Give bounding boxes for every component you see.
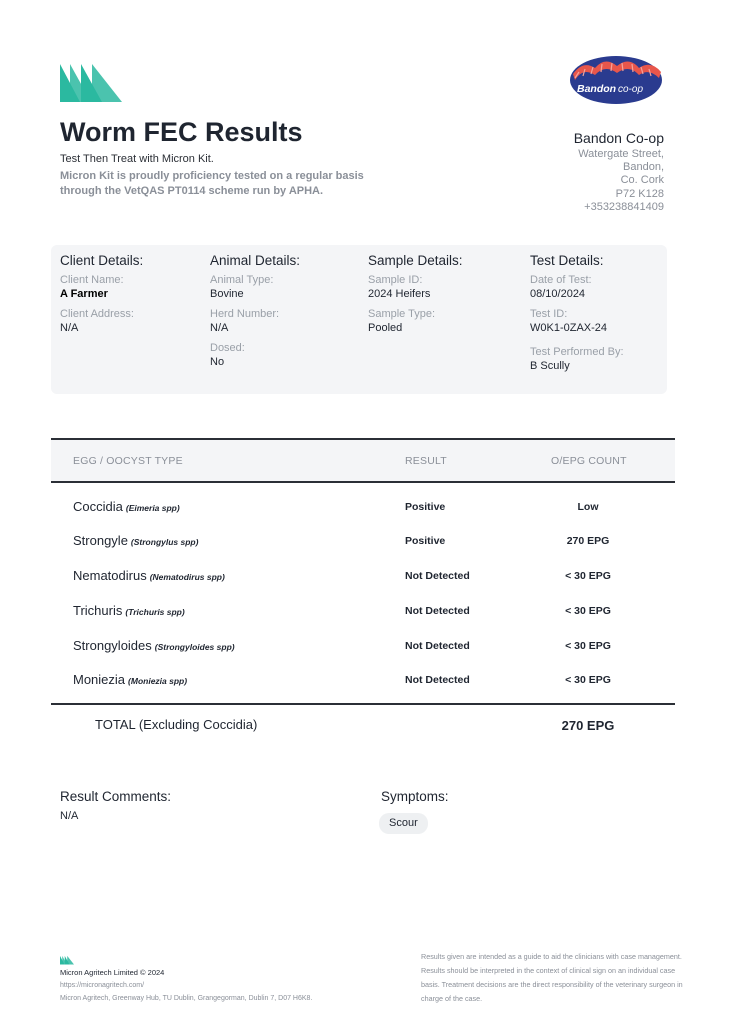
- result-comments-heading: Result Comments:: [60, 789, 172, 804]
- coop-address-line: Co. Cork: [620, 174, 664, 187]
- client-details-heading: Client Details:: [60, 253, 144, 268]
- column-header-result: RESULT: [405, 455, 447, 467]
- column-header-type: EGG / OOCYST TYPE: [73, 455, 183, 467]
- coop-badge-sub: co-op: [618, 84, 644, 95]
- parasite-scientific-name: (Moniezia spp): [128, 676, 188, 686]
- result-value: Not Detected: [405, 640, 470, 652]
- test-date: 08/10/2024: [530, 288, 586, 300]
- sample-id: 2024 Heifers: [368, 288, 431, 300]
- sample-type-label: Sample Type:: [368, 308, 436, 320]
- parasite-scientific-name: (Eimeria spp): [125, 503, 180, 513]
- herd-number: N/A: [210, 322, 229, 334]
- test-date-label: Date of Test:: [530, 274, 592, 286]
- epg-count: Low: [577, 501, 599, 513]
- coop-badge-text: Bandon: [577, 83, 617, 95]
- test-performer: B Scully: [530, 360, 570, 372]
- sample-details: [368, 253, 463, 342]
- footer-url[interactable]: https://micronagritech.com/: [60, 982, 145, 989]
- client-name-label: Client Name:: [60, 274, 124, 286]
- herd-number-label: Herd Number:: [210, 308, 280, 320]
- animal-details-heading: Animal Details:: [210, 253, 301, 268]
- table-row: [51, 564, 675, 588]
- coop-name: Bandon Co-op: [573, 130, 664, 146]
- parasite-scientific-name: (Strongyloides spp): [154, 642, 235, 652]
- page-subtitle: Test Then Treat with Micron Kit.: [60, 153, 214, 165]
- client-address-label: Client Address:: [60, 308, 134, 320]
- result-value: Positive: [405, 501, 446, 513]
- test-details-heading: Test Details:: [530, 253, 604, 268]
- total-value: 270 EPG: [561, 718, 615, 733]
- test-id-label: Test ID:: [530, 308, 568, 320]
- epg-count: < 30 EPG: [565, 640, 611, 652]
- sample-details-heading: Sample Details:: [368, 253, 463, 268]
- coop-address-line: Bandon,: [623, 161, 664, 174]
- table-row: [51, 634, 675, 658]
- micron-logo-icon: [60, 62, 122, 102]
- parasite-name: Strongyloides: [73, 638, 152, 653]
- parasite-name: Moniezia: [73, 672, 126, 687]
- epg-count: < 30 EPG: [565, 674, 611, 686]
- footer-address: Micron Agritech, Greenway Hub, TU Dublin, Grangegorman, Dublin 7, D07 H6K8.: [60, 995, 313, 1002]
- coop-address: [578, 148, 664, 214]
- proficiency-note: Micron Kit is proudly proficiency tested on a regular basis through the VetQAS PT0114 scheme run by APHA.: [60, 170, 364, 197]
- table-row: [51, 495, 675, 519]
- sample-type: Pooled: [368, 322, 403, 334]
- result-value: Positive: [405, 535, 446, 547]
- coop-address-line: Watergate Street,: [578, 148, 664, 160]
- animal-type: Bovine: [210, 288, 244, 300]
- footer-disclaimer: Results given are intended as a guide to aid the clinicians with case management. Results should be interpreted in the context of clinical sign on an individual case basis. Treatment decisions are the direct responsibility of the veterinary surgeon in charge of the case.: [421, 952, 683, 1003]
- column-header-count: O/EPG COUNT: [551, 455, 627, 467]
- parasite-name: Nematodirus: [73, 568, 147, 583]
- symptom-chip: Scour: [379, 813, 428, 834]
- coop-phone: +353238841409: [584, 200, 664, 213]
- result-value: Not Detected: [405, 605, 470, 617]
- dosed-value: No: [210, 356, 225, 368]
- client-name: A Farmer: [60, 288, 108, 300]
- result-value: Not Detected: [405, 570, 470, 582]
- animal-details: [210, 253, 300, 376]
- micron-footer-logo-icon: [60, 955, 74, 965]
- epg-count: < 30 EPG: [565, 570, 611, 582]
- bandon-coop-logo: [567, 52, 665, 106]
- test-performer-label: Test Performed By:: [530, 346, 624, 358]
- test-details: [530, 253, 624, 380]
- footer-company: Micron Agritech Limited © 2024: [60, 968, 165, 977]
- animal-type-label: Animal Type:: [210, 274, 274, 286]
- sample-id-label: Sample ID:: [368, 274, 423, 286]
- table-row: [51, 529, 675, 553]
- results-table: [51, 438, 675, 705]
- details-panel: [51, 245, 667, 394]
- results-table-body: [51, 483, 675, 705]
- coop-address-line: P72 K128: [615, 187, 664, 200]
- parasite-name: Trichuris: [73, 603, 123, 618]
- parasite-scientific-name: (Nematodirus spp): [149, 572, 225, 582]
- parasite-name: Strongyle: [73, 533, 128, 548]
- epg-count: < 30 EPG: [565, 605, 611, 617]
- dosed-label: Dosed:: [210, 342, 245, 354]
- result-value: Not Detected: [405, 674, 470, 686]
- parasite-scientific-name: (Strongylus spp): [130, 537, 199, 547]
- client-address: N/A: [60, 322, 79, 334]
- table-row: [51, 668, 675, 692]
- result-comments-value: N/A: [60, 810, 79, 822]
- parasite-scientific-name: (Trichuris spp): [125, 607, 185, 617]
- test-id: W0K1-0ZAX-24: [530, 322, 608, 334]
- results-table-header: [51, 438, 675, 483]
- client-details: [60, 253, 143, 342]
- symptoms-heading: Symptoms:: [381, 789, 449, 804]
- page-title: Worm FEC Results: [60, 117, 303, 147]
- epg-count: 270 EPG: [566, 535, 610, 547]
- total-label: TOTAL (Excluding Coccidia): [95, 717, 258, 732]
- table-row: [51, 599, 675, 623]
- parasite-name: Coccidia: [73, 499, 123, 514]
